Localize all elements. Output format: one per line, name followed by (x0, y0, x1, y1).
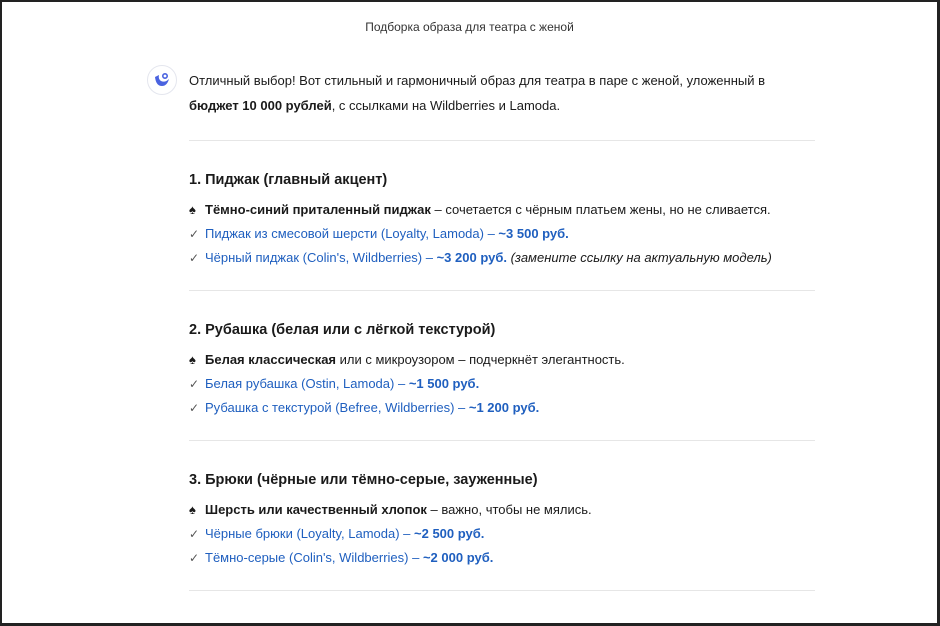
product-link[interactable] (205, 226, 569, 241)
description-strong: Тёмно-синий приталенный пиджак (205, 202, 431, 217)
divider (189, 590, 815, 591)
spade-bullet-icon: ♠ (189, 502, 196, 517)
check-icon: ✓ (189, 401, 200, 415)
divider (189, 440, 815, 441)
link-text: Чёрные брюки (Loyalty, Lamoda) – (205, 526, 415, 541)
link-price: ~2 500 руб. (414, 526, 485, 541)
list-item (189, 522, 815, 546)
product-link[interactable] (205, 250, 507, 265)
divider (189, 140, 815, 141)
spade-bullet-icon: ♠ (189, 352, 196, 367)
product-link[interactable] (205, 526, 484, 541)
link-price: ~3 200 руб. (436, 250, 507, 265)
description-strong: Белая классическая (205, 352, 337, 367)
intro-text: Отличный выбор! Вот стильный и гармоничный образ для театра в паре с женой, уложенный в (189, 73, 766, 88)
link-price: ~3 500 руб. (498, 226, 569, 241)
check-icon: ✓ (189, 251, 200, 265)
section-description (189, 198, 815, 222)
section-trousers (189, 472, 815, 570)
assistant-message (189, 68, 815, 591)
divider (189, 290, 815, 291)
link-text: Чёрный пиджак (Colin's, Wildberries) – (205, 250, 437, 265)
link-note: (замените ссылку на актуальную модель) (506, 250, 772, 265)
assistant-logo-icon (152, 71, 172, 89)
link-text: Пиджак из смесовой шерсти (Loyalty, Lamoda) – (205, 226, 499, 241)
intro-text-end: , с ссылками на Wildberries и Lamoda. (331, 98, 561, 113)
chat-title: Подборка образа для театра с женой (365, 20, 574, 34)
description-text: – сочетается с чёрным платьем жены, но не сливается. (430, 202, 771, 217)
list-item (189, 246, 815, 270)
section-shirt (189, 322, 815, 420)
intro-paragraph (189, 68, 815, 118)
section-title: 3. Брюки (чёрные или тёмно-серые, зауженные) (189, 472, 538, 488)
link-text: Белая рубашка (Ostin, Lamoda) – (205, 376, 409, 391)
section-description (189, 498, 815, 522)
section-title: 1. Пиджак (главный акцент) (189, 172, 388, 188)
check-icon: ✓ (189, 527, 200, 541)
product-link[interactable] (205, 550, 493, 565)
description-text: – важно, чтобы не мялись. (426, 502, 592, 517)
assistant-avatar (147, 65, 177, 95)
section-description (189, 348, 815, 372)
section-jacket (189, 172, 815, 270)
link-price: ~1 500 руб. (408, 376, 480, 391)
list-item (189, 546, 815, 570)
section-title: 2. Рубашка (белая или с лёгкой текстурой) (189, 322, 496, 338)
check-icon: ✓ (189, 227, 200, 241)
check-icon: ✓ (189, 377, 200, 391)
link-price: ~1 200 руб. (468, 400, 540, 415)
check-icon: ✓ (189, 551, 200, 565)
intro-budget: бюджет 10 000 рублей (189, 98, 332, 113)
product-link[interactable] (205, 400, 539, 415)
list-item (189, 222, 815, 246)
list-item (189, 372, 815, 396)
link-price: ~2 000 руб. (422, 550, 494, 565)
product-link[interactable] (205, 376, 479, 391)
description-text: или с микроузором – подчеркнёт элегантность. (336, 352, 625, 367)
list-item (189, 396, 815, 420)
description-strong: Шерсть или качественный хлопок (205, 502, 427, 517)
link-text: Рубашка с текстурой (Befree, Wildberries) – (205, 400, 469, 415)
spade-bullet-icon: ♠ (189, 202, 196, 217)
link-text: Тёмно-серые (Colin's, Wildberries) – (205, 550, 423, 565)
